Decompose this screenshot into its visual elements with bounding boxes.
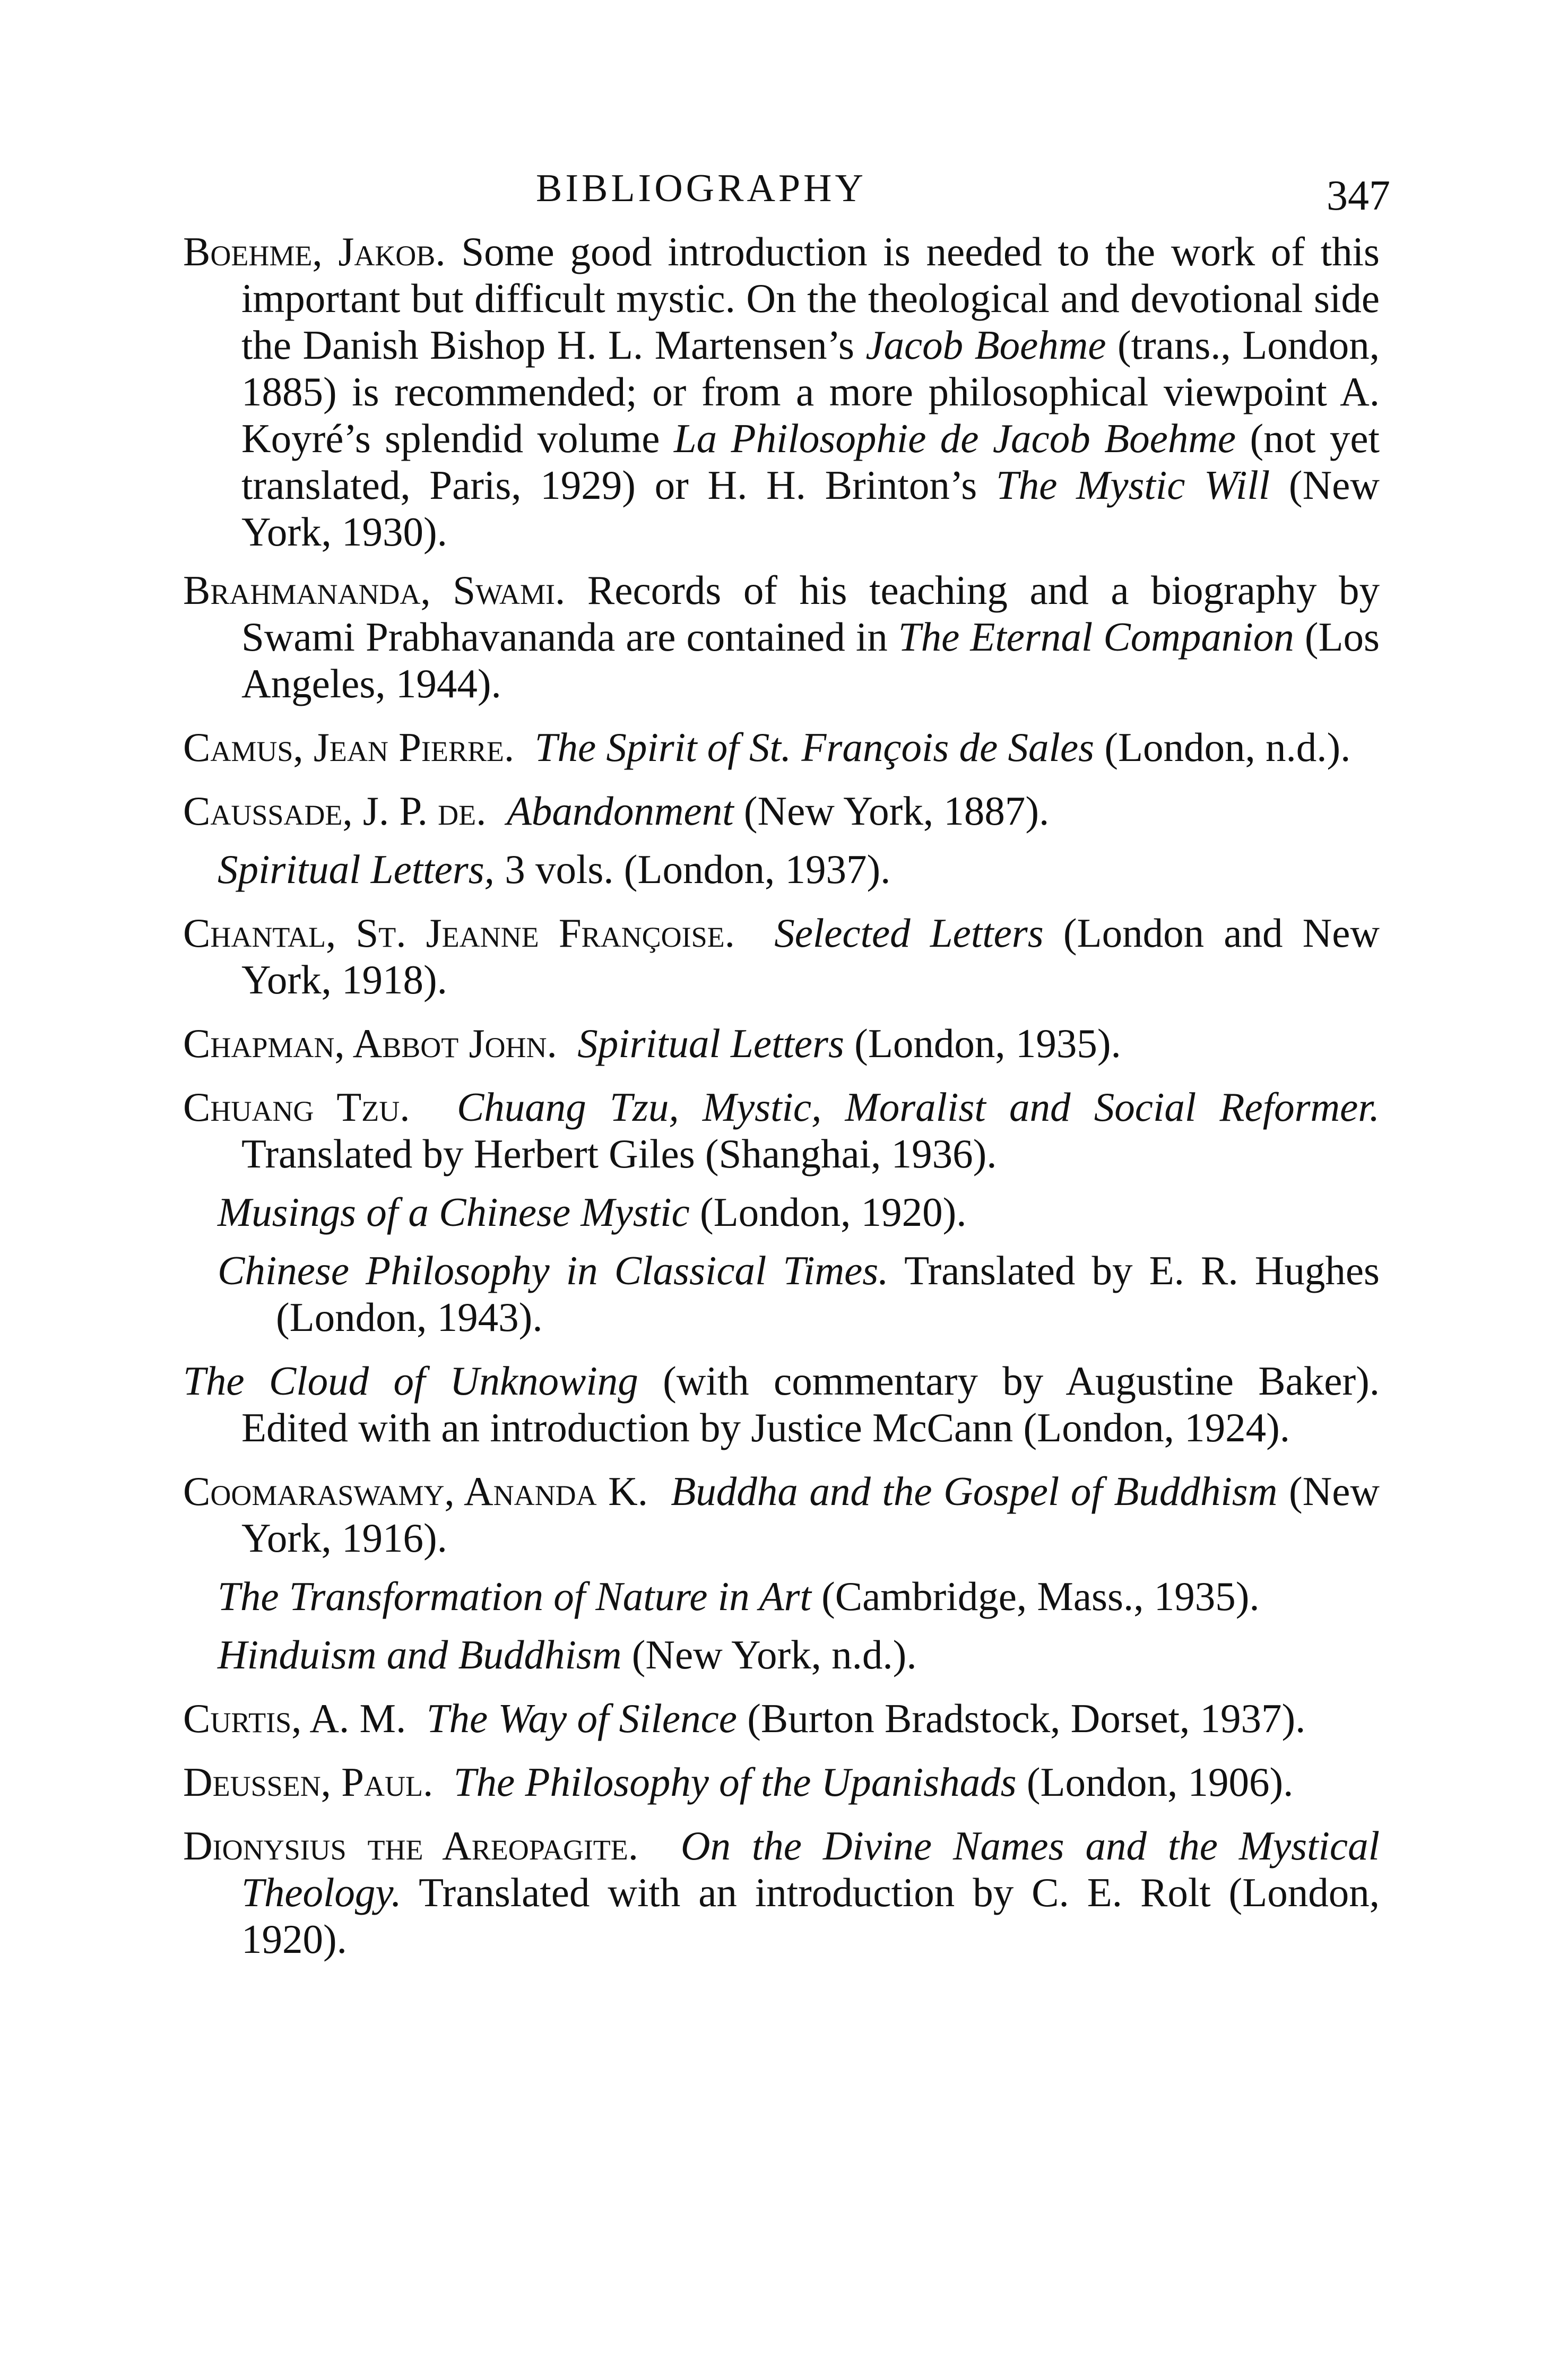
entry-coomaraswamy	[183, 1468, 1380, 1561]
entry-title: The Philosophy of the Upanishads	[453, 1759, 1017, 1805]
entry-author: Chuang Tzu.	[183, 1084, 410, 1130]
entry-text: (London and New York, 1918).	[241, 910, 1380, 1002]
entry-title: Musings of a Chinese Mystic	[218, 1189, 690, 1235]
entry-text: (not yet translated, Paris, 1929) or H. H. Brinton’s	[241, 416, 1380, 508]
entry-title: Abandonment	[506, 788, 734, 834]
entry-title: The Mystic Will	[995, 462, 1270, 508]
bibliography-entries	[183, 228, 1380, 1974]
entry-chantal	[183, 910, 1380, 1003]
entry-title: Hinduism and Buddhism	[218, 1632, 622, 1677]
entry-coomaraswamy-sub-2	[183, 1631, 1380, 1678]
entry-title: The Spirit of St. François de Sales	[534, 724, 1095, 770]
entry-title: La Philosophie de Jacob Boehme	[673, 416, 1236, 461]
entry-dionysius	[183, 1822, 1380, 1962]
entry-author: Caussade, J. P. de.	[183, 788, 487, 834]
entry-text: (London, 1935).	[844, 1020, 1121, 1066]
entry-author: Camus, Jean Pierre.	[183, 724, 515, 770]
entry-title: Spiritual Letters	[577, 1020, 844, 1066]
entry-title: The Eternal Companion	[898, 614, 1294, 660]
entry-text: Some good introduction is needed to the work of this important but difficult mystic. On the theological and devotional side the Danish Bishop H. L. Martensen’s	[241, 229, 1380, 368]
entry-text: Translated by E. R. Hughes (London, 1943).	[276, 1248, 1380, 1340]
entry-title: The Cloud of Unknowing	[183, 1358, 638, 1404]
entry-title: The Way of Silence	[426, 1696, 737, 1741]
entry-title: Jacob Boehme	[865, 322, 1106, 368]
entry-curtis	[183, 1695, 1380, 1742]
entry-text: (trans., London, 1885) is recommended; or from a more philosophical viewpoint A. Koyré’s splendid volume	[241, 322, 1380, 461]
entry-text: (Cambridge, Mass., 1935).	[811, 1573, 1260, 1619]
entry-text: Translated by Herbert Giles (Shanghai, 1936).	[241, 1131, 997, 1177]
entry-title: On the Divine Names and the Mystical Theology.	[241, 1823, 1380, 1915]
running-title: BIBLIOGRAPHY	[536, 167, 867, 210]
entry-text: (London, 1920).	[689, 1189, 967, 1235]
entry-title: Buddha and the Gospel of Buddhism	[671, 1468, 1278, 1514]
entry-author: Dionysius the Areopagite.	[183, 1823, 639, 1869]
entry-author: Curtis, A. M.	[183, 1696, 406, 1741]
entry-text: (New York, n.d.).	[621, 1632, 917, 1677]
entry-title: The Transformation of Nature in Art	[218, 1573, 811, 1619]
entry-text: (New York, 1916).	[241, 1468, 1380, 1561]
entry-chuang-tzu-sub-2	[183, 1247, 1380, 1340]
entry-text: Records of his teaching and a biography by Swami Prabhavananda are contained in	[241, 567, 1380, 660]
entry-text: Translated with an introduction by C. E. Rolt (London, 1920).	[241, 1870, 1380, 1962]
entry-title: Selected Letters	[774, 910, 1044, 956]
entry-author: Chapman, Abbot John.	[183, 1020, 557, 1066]
entry-text: (Los Angeles, 1944).	[241, 614, 1380, 706]
entry-author: Boehme, Jakob.	[183, 229, 446, 274]
entry-text: (London, n.d.).	[1094, 724, 1351, 770]
entry-text: (Burton Bradstock, Dorset, 1937).	[737, 1696, 1306, 1741]
entry-chuang-tzu-sub-1	[183, 1189, 1380, 1235]
entry-text: (New York, 1887).	[733, 788, 1050, 834]
entry-author: Brahmananda, Swami.	[183, 567, 566, 613]
entry-text: (London, 1906).	[1016, 1759, 1294, 1805]
entry-boehme	[183, 228, 1380, 555]
entry-text: (New York, 1930).	[241, 462, 1380, 555]
entry-camus	[183, 724, 1380, 771]
entry-caussade-sub	[183, 846, 1380, 893]
entry-chuang-tzu	[183, 1084, 1380, 1177]
entry-chapman	[183, 1020, 1380, 1067]
entry-text: 3 vols. (London, 1937).	[494, 846, 891, 892]
entry-author: Coomaraswamy, Ananda K.	[183, 1468, 648, 1514]
entry-coomaraswamy-sub-1	[183, 1573, 1380, 1620]
entry-title: Chuang Tzu, Mystic, Moralist and Social Reformer.	[456, 1084, 1380, 1130]
entry-author: Deussen, Paul.	[183, 1759, 434, 1805]
entry-title: Chinese Philosophy in Classical Times.	[218, 1248, 889, 1293]
running-head	[0, 159, 1568, 218]
entry-caussade	[183, 788, 1380, 834]
entry-author: Chantal, St. Jeanne Françoise.	[183, 910, 735, 956]
entry-text: (with commentary by Augustine Baker). Edited with an introduction by Justice McCann (London, 1924).	[241, 1358, 1380, 1450]
entry-deussen	[183, 1759, 1380, 1805]
page-number: 347	[1327, 172, 1390, 219]
entry-title: Spiritual Letters,	[218, 846, 495, 892]
entry-brahmananda	[183, 567, 1380, 707]
entry-cloud-of-unknowing	[183, 1357, 1380, 1451]
